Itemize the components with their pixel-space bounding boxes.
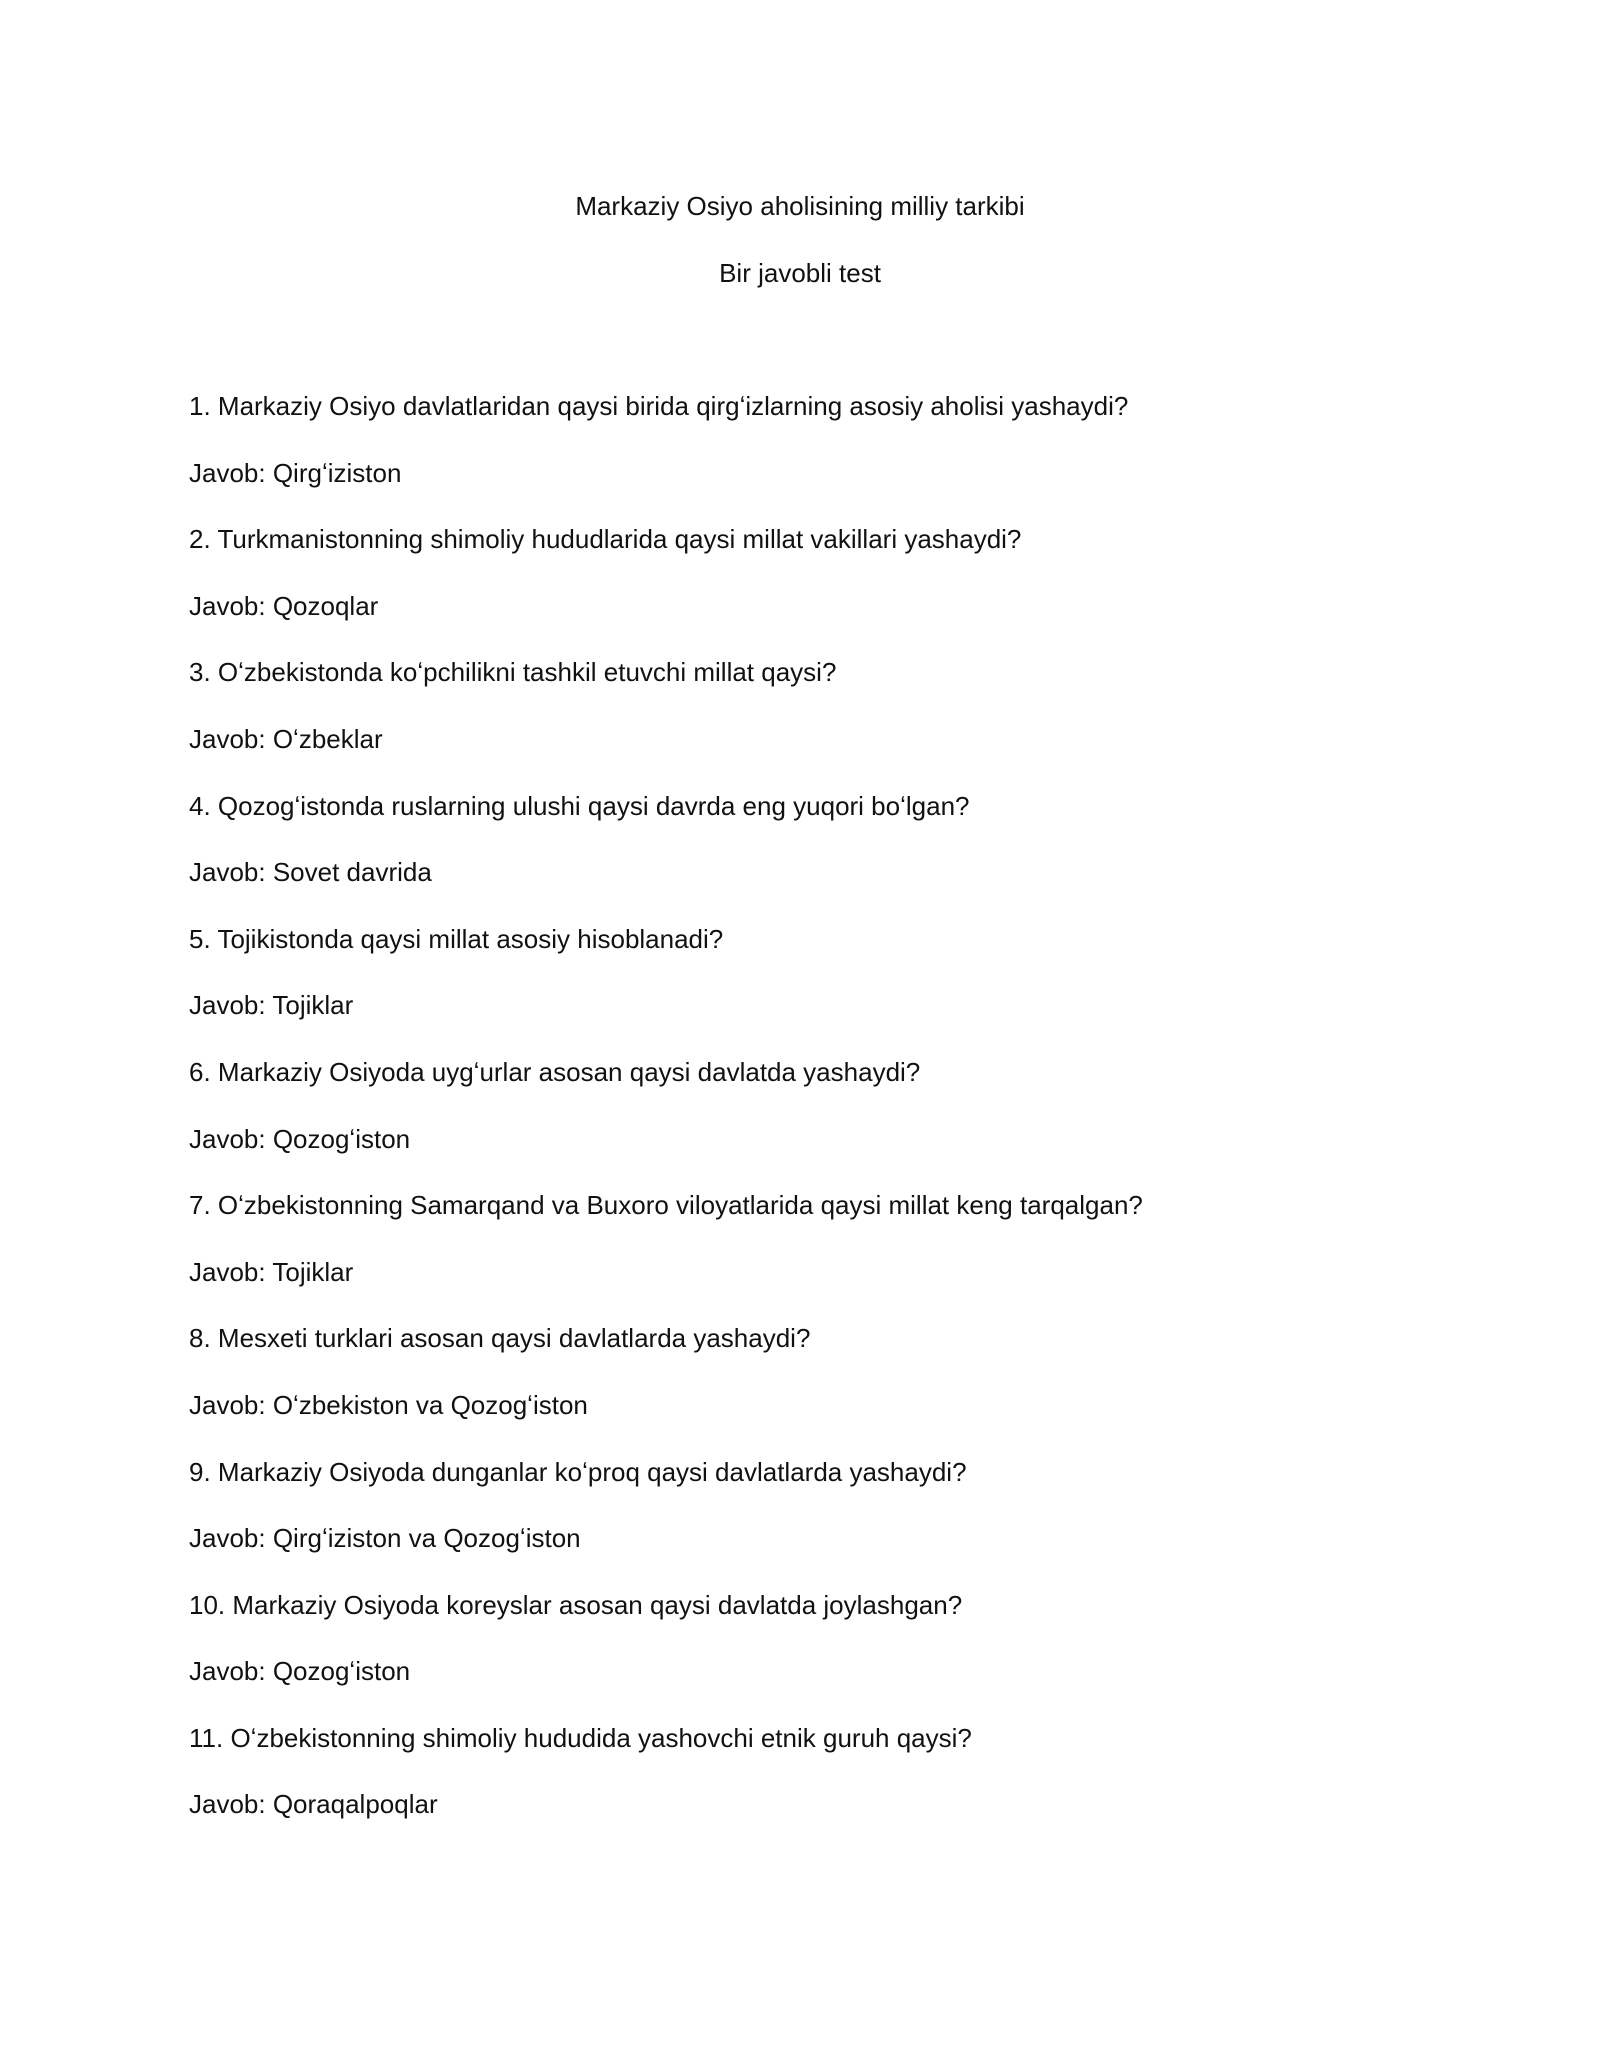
document-subtitle: Bir javobli test	[719, 258, 881, 288]
answer-3: Javob: Oʻzbeklar	[189, 723, 383, 754]
question-6: 6. Markaziy Osiyoda uygʻurlar asosan qaysi davlatda yashaydi?	[189, 1056, 921, 1087]
answer-4: Javob: Sovet davrida	[189, 857, 432, 888]
question-8: 8. Mesxeti turklari asosan qaysi davlatlarda yashaydi?	[189, 1323, 811, 1354]
question-11: 11. Oʻzbekistonning shimoliy hududida yashovchi etnik guruh qaysi?	[189, 1722, 972, 1753]
question-5: 5. Tojikistonda qaysi millat asosiy hisoblanadi?	[189, 923, 724, 954]
answer-10: Javob: Qozogʻiston	[189, 1656, 411, 1687]
answer-11: Javob: Qoraqalpoqlar	[189, 1789, 438, 1820]
answer-8: Javob: Oʻzbekiston va Qozogʻiston	[189, 1389, 588, 1420]
question-answer-list	[189, 390, 1439, 1855]
question-10: 10. Markaziy Osiyoda koreyslar asosan qaysi davlatda joylashgan?	[189, 1589, 963, 1620]
answer-2: Javob: Qozoqlar	[189, 590, 379, 621]
answer-5: Javob: Tojiklar	[189, 990, 354, 1021]
question-2: 2. Turkmanistonning shimoliy hududlarida qaysi millat vakillari yashaydi?	[189, 524, 1022, 555]
question-3: 3. Oʻzbekistonda koʻpchilikni tashkil etuvchi millat qaysi?	[189, 657, 837, 688]
answer-9: Javob: Qirgʻiziston va Qozogʻiston	[189, 1523, 581, 1554]
question-9: 9. Markaziy Osiyoda dunganlar koʻproq qaysi davlatlarda yashaydi?	[189, 1456, 967, 1487]
answer-7: Javob: Tojiklar	[189, 1256, 354, 1287]
question-1: 1. Markaziy Osiyo davlatlaridan qaysi birida qirgʻizlarning asosiy aholisi yashaydi?	[189, 391, 1129, 421]
answer-6: Javob: Qozogʻiston	[189, 1123, 411, 1154]
answer-1: Javob: Qirgʻiziston	[189, 457, 402, 488]
question-4: 4. Qozogʻistonda ruslarning ulushi qaysi davrda eng yuqori boʻlgan?	[189, 790, 970, 821]
question-7: 7. Oʻzbekistonning Samarqand va Buxoro viloyatlarida qaysi millat keng tarqalgan?	[189, 1190, 1143, 1221]
document-title: Markaziy Osiyo aholisining milliy tarkibi	[575, 191, 1025, 221]
